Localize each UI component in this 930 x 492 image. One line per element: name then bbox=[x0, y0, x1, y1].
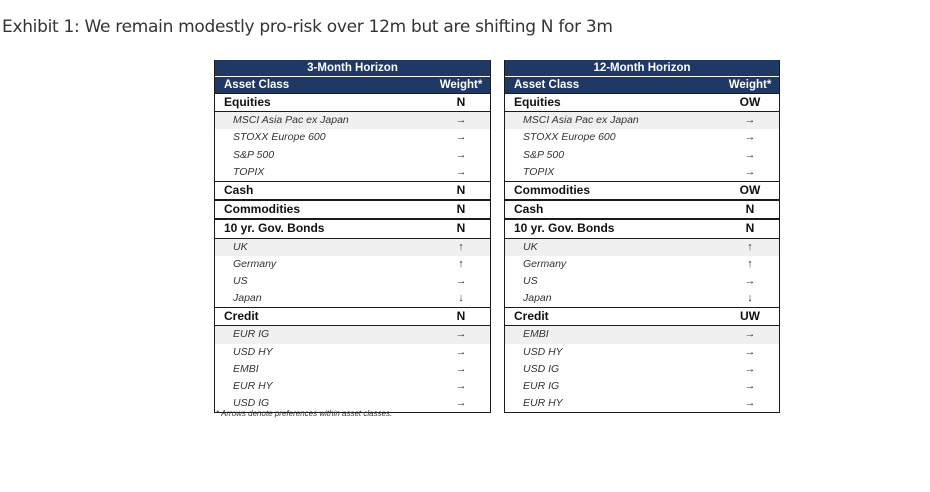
weight-value: N bbox=[456, 309, 466, 324]
preference-arrow: → bbox=[744, 148, 756, 161]
column-header-row bbox=[215, 77, 490, 93]
preference-arrow: ↑ bbox=[747, 257, 753, 270]
asset-class-row bbox=[505, 181, 779, 200]
sub-asset-row bbox=[505, 290, 779, 307]
preference-arrow: → bbox=[455, 114, 467, 127]
table-body bbox=[215, 93, 490, 412]
sub-asset-row bbox=[505, 361, 779, 378]
sub-asset-row bbox=[215, 344, 490, 361]
sub-asset-row bbox=[215, 147, 490, 164]
horizon-header: 12-Month Horizon bbox=[505, 60, 779, 77]
asset-name: TOPIX bbox=[523, 165, 555, 178]
asset-name: MSCI Asia Pac ex Japan bbox=[233, 114, 349, 127]
asset-class-row bbox=[215, 200, 490, 219]
asset-name: Credit bbox=[514, 309, 549, 324]
asset-name: EMBI bbox=[523, 328, 549, 341]
preference-arrow: → bbox=[744, 362, 756, 375]
weight-header: Weight* bbox=[439, 79, 483, 91]
preference-arrow: → bbox=[455, 380, 467, 392]
table-3-month bbox=[214, 60, 491, 413]
preference-arrow: ↑ bbox=[747, 240, 753, 253]
sub-asset-row bbox=[505, 239, 779, 256]
asset-name: EUR IG bbox=[233, 328, 270, 341]
preference-arrow: → bbox=[744, 274, 756, 287]
asset-class-row bbox=[215, 181, 490, 200]
preference-arrow: ↑ bbox=[458, 240, 464, 253]
weight-value: OW bbox=[739, 182, 761, 197]
asset-class-row bbox=[505, 307, 779, 326]
preference-arrow: → bbox=[455, 362, 467, 375]
preference-arrow: → bbox=[455, 274, 467, 287]
sub-asset-row bbox=[215, 361, 490, 378]
preference-arrow: → bbox=[744, 380, 756, 392]
asset-name: USD HY bbox=[233, 345, 273, 358]
weight-value: N bbox=[745, 202, 755, 217]
weight-value: OW bbox=[739, 95, 761, 109]
asset-name: EUR HY bbox=[523, 397, 563, 410]
asset-name: 10 yr. Gov. Bonds bbox=[224, 221, 325, 236]
preference-arrow: → bbox=[455, 148, 467, 161]
asset-name: EMBI bbox=[233, 362, 259, 375]
asset-name: USD HY bbox=[523, 345, 563, 358]
asset-name: UK bbox=[523, 240, 538, 253]
sub-asset-row bbox=[505, 112, 779, 129]
weight-value: N bbox=[456, 202, 466, 217]
asset-name: TOPIX bbox=[233, 165, 265, 178]
preference-arrow: → bbox=[744, 131, 756, 144]
sub-asset-row bbox=[505, 395, 779, 412]
sub-asset-row bbox=[215, 326, 490, 343]
asset-class-row bbox=[215, 219, 490, 238]
asset-name: S&P 500 bbox=[523, 148, 565, 161]
preference-arrow: → bbox=[744, 328, 756, 341]
asset-name: MSCI Asia Pac ex Japan bbox=[523, 114, 639, 127]
asset-name: Commodities bbox=[514, 182, 591, 197]
column-header-row bbox=[505, 77, 779, 93]
asset-name: EUR HY bbox=[233, 380, 273, 392]
footnote: * Arrows denote preferences within asset classes. bbox=[216, 409, 393, 418]
sub-asset-row bbox=[215, 164, 490, 181]
asset-name: USD IG bbox=[233, 397, 270, 410]
preference-arrow: → bbox=[455, 328, 467, 341]
asset-name: Cash bbox=[224, 182, 254, 197]
asset-class-row bbox=[505, 200, 779, 219]
asset-name: Cash bbox=[514, 202, 544, 217]
asset-class-header: Asset Class bbox=[224, 79, 290, 91]
preference-arrow: ↓ bbox=[458, 292, 464, 305]
weight-value: N bbox=[456, 221, 466, 236]
preference-arrow: → bbox=[455, 345, 467, 358]
asset-name: Germany bbox=[523, 257, 567, 270]
asset-name: US bbox=[523, 274, 538, 287]
asset-class-header: Asset Class bbox=[514, 79, 580, 91]
asset-class-row bbox=[505, 219, 779, 238]
sub-asset-row bbox=[505, 378, 779, 395]
weight-value: UW bbox=[740, 309, 760, 324]
sub-asset-row bbox=[505, 129, 779, 146]
sub-asset-row bbox=[505, 326, 779, 343]
asset-name: Germany bbox=[233, 257, 277, 270]
asset-name: STOXX Europe 600 bbox=[523, 131, 616, 144]
sub-asset-row bbox=[505, 256, 779, 273]
weight-value: N bbox=[456, 95, 466, 109]
weight-header: Weight* bbox=[728, 79, 772, 91]
sub-asset-row bbox=[215, 378, 490, 395]
asset-name: Credit bbox=[224, 309, 259, 324]
weight-value: N bbox=[456, 182, 466, 197]
preference-arrow: → bbox=[744, 345, 756, 358]
sub-asset-row bbox=[215, 112, 490, 129]
asset-name: Japan bbox=[233, 292, 262, 305]
asset-class-row bbox=[505, 93, 779, 112]
sub-asset-row bbox=[505, 344, 779, 361]
sub-asset-row bbox=[215, 290, 490, 307]
sub-asset-row bbox=[215, 273, 490, 290]
asset-name: USD IG bbox=[523, 362, 560, 375]
table-body bbox=[505, 93, 779, 412]
preference-arrow: → bbox=[744, 165, 756, 178]
exhibit-title: Exhibit 1: We remain modestly pro-risk over 12m but are shifting N for 3m bbox=[2, 17, 613, 37]
asset-name: UK bbox=[233, 240, 248, 253]
sub-asset-row bbox=[215, 239, 490, 256]
asset-name: 10 yr. Gov. Bonds bbox=[514, 221, 615, 236]
horizon-header: 3-Month Horizon bbox=[215, 60, 490, 77]
asset-name: Commodities bbox=[224, 202, 301, 217]
asset-class-row bbox=[215, 93, 490, 112]
asset-name: EUR IG bbox=[523, 380, 560, 392]
asset-name: Equities bbox=[224, 95, 271, 109]
preference-arrow: ↑ bbox=[458, 257, 464, 270]
asset-name: US bbox=[233, 274, 248, 287]
preference-arrow: → bbox=[455, 165, 467, 178]
sub-asset-row bbox=[505, 273, 779, 290]
sub-asset-row bbox=[505, 164, 779, 181]
asset-class-row bbox=[215, 307, 490, 326]
sub-asset-row bbox=[215, 256, 490, 273]
preference-arrow: → bbox=[744, 397, 756, 410]
asset-name: Equities bbox=[514, 95, 561, 109]
preference-arrow: → bbox=[455, 397, 467, 410]
asset-name: Japan bbox=[523, 292, 552, 305]
asset-name: STOXX Europe 600 bbox=[233, 131, 326, 144]
preference-arrow: → bbox=[455, 131, 467, 144]
table-12-month bbox=[504, 60, 780, 413]
preference-arrow: ↓ bbox=[747, 292, 753, 305]
sub-asset-row bbox=[505, 147, 779, 164]
sub-asset-row bbox=[215, 129, 490, 146]
weight-value: N bbox=[745, 221, 755, 236]
asset-name: S&P 500 bbox=[233, 148, 275, 161]
preference-arrow: → bbox=[744, 114, 756, 127]
